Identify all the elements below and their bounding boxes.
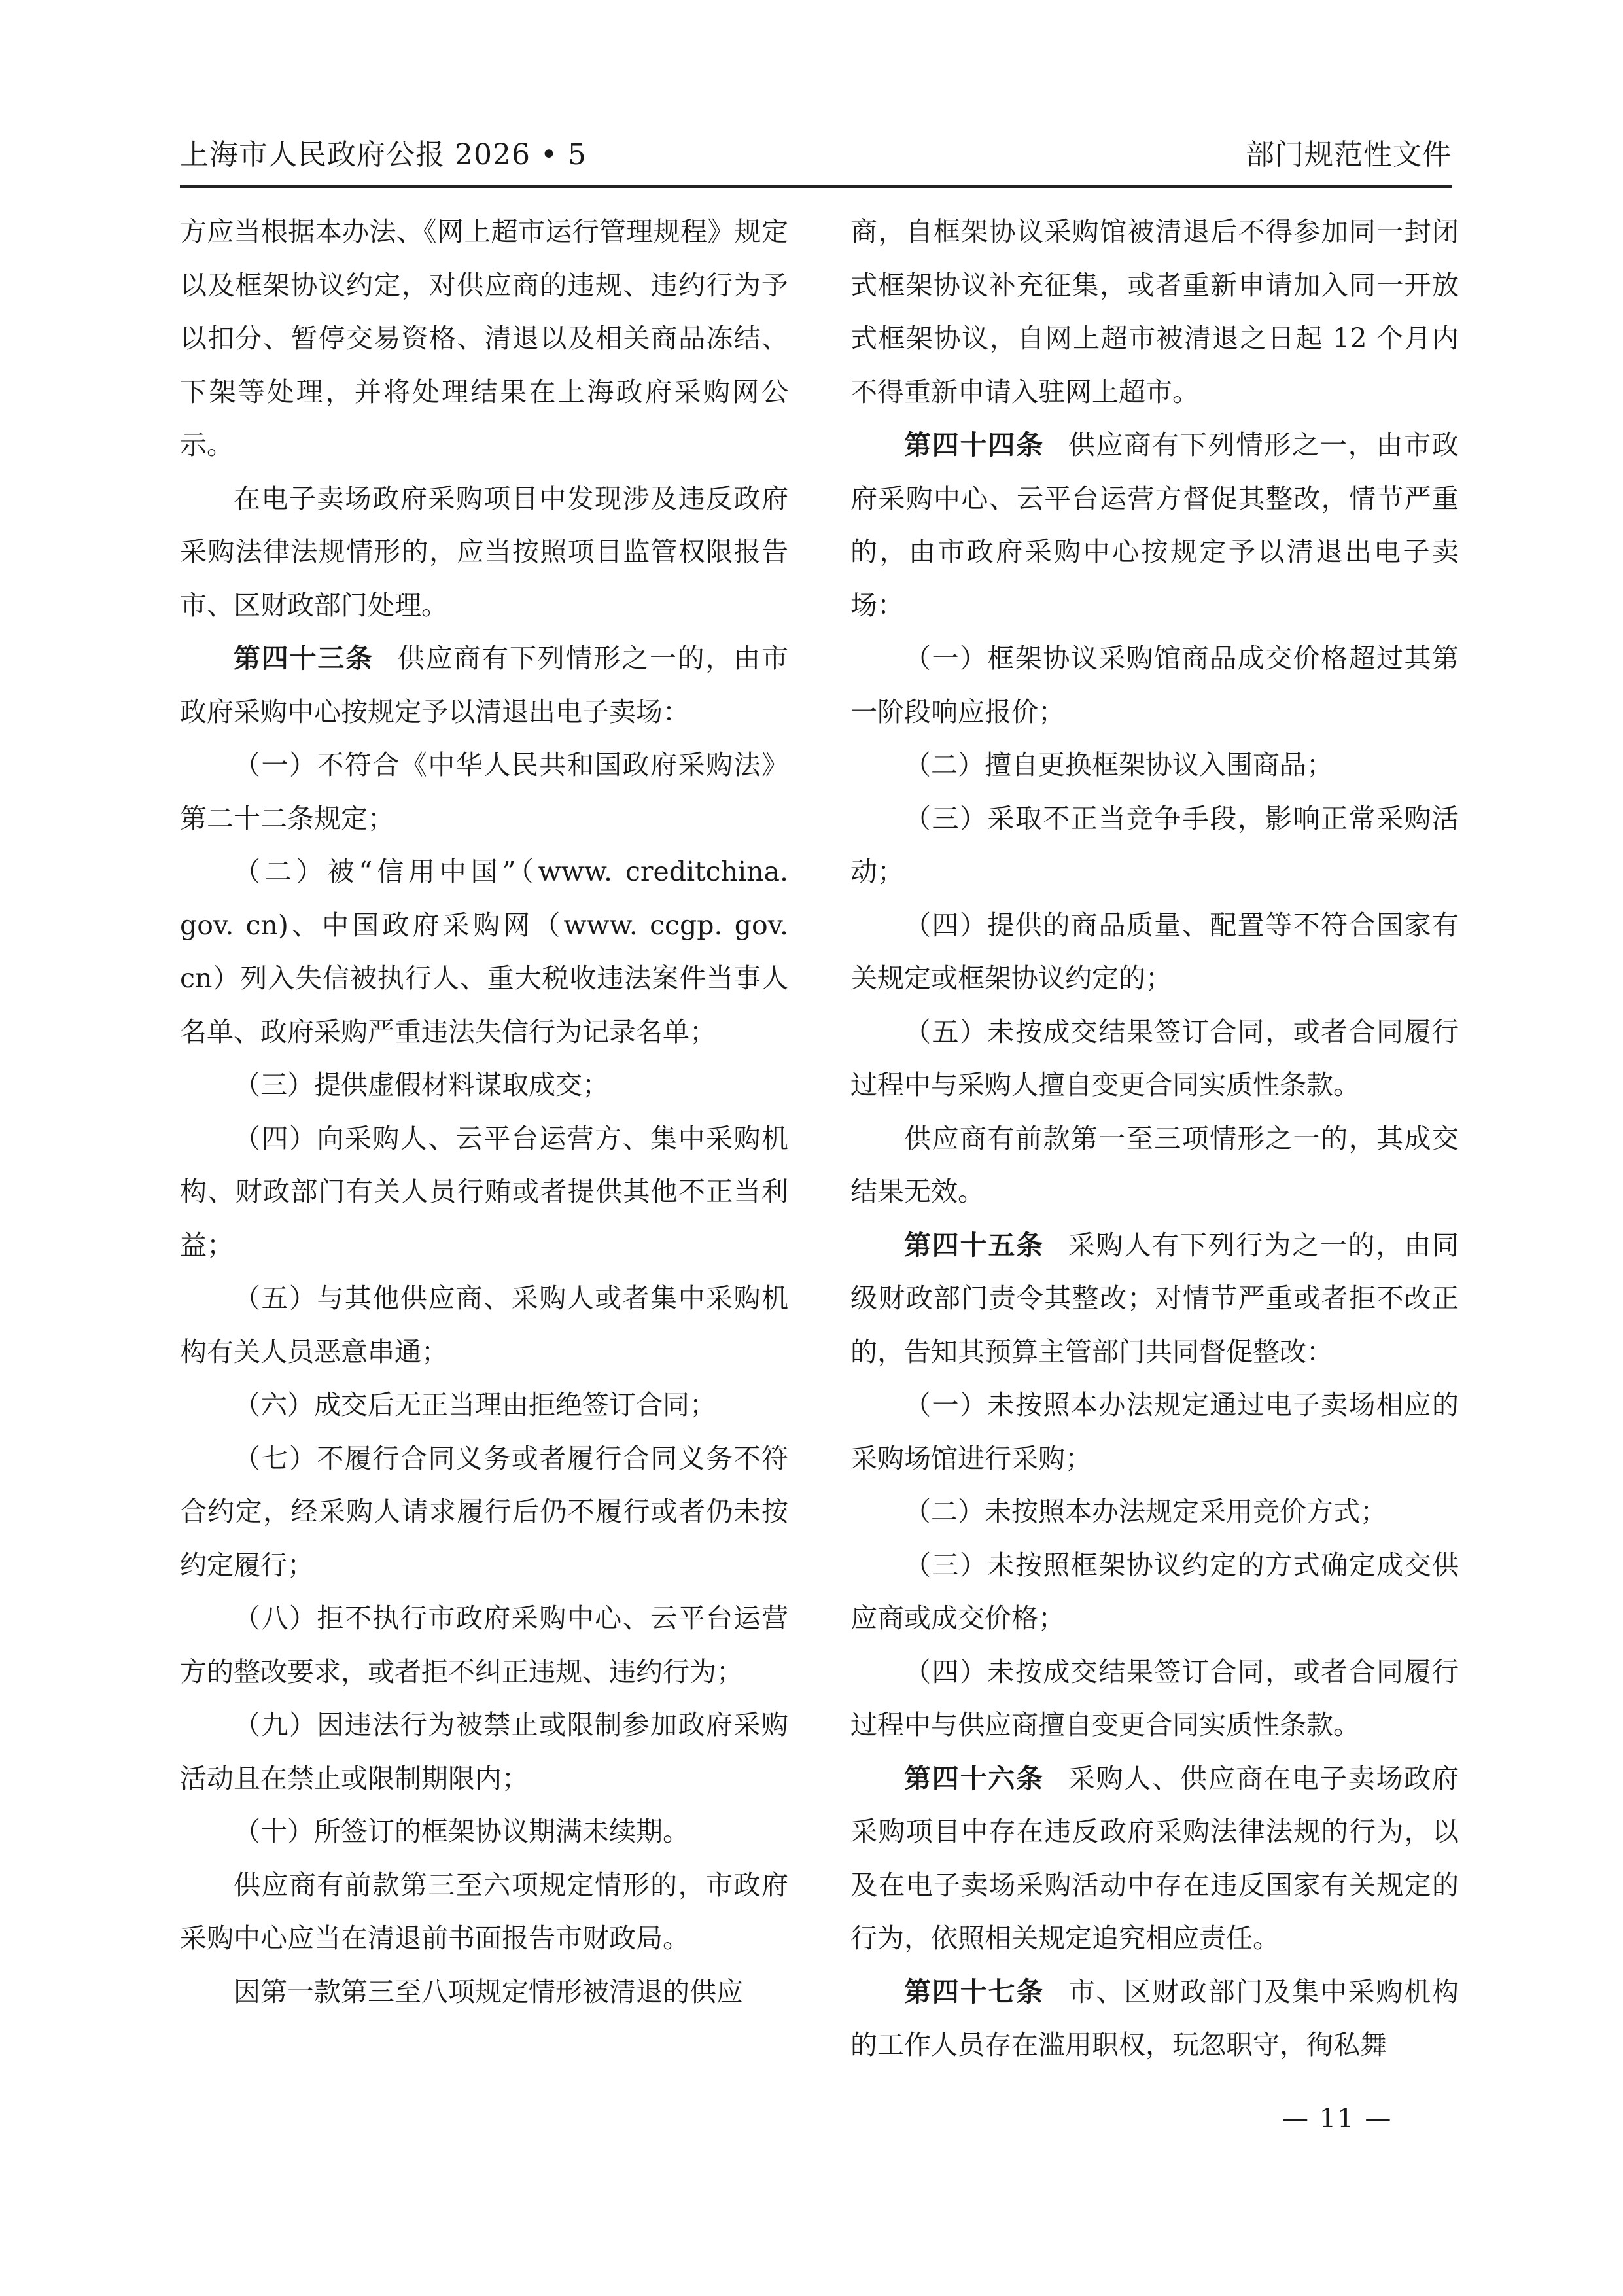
paragraph-text: （五）未按成交结果签订合同，或者合同履行过程中与采购人擅自变更合同实质性条款。: [850, 1016, 1459, 1101]
paragraph-text: 因第一款第三至八项规定情形被清退的供应: [234, 1975, 743, 2007]
paragraph-text: 在电子卖场政府采购项目中发现涉及违反政府采购法律法规情形的，应当按照项目监管权限报告市、区财政部门处理。: [180, 482, 788, 621]
paragraph: [180, 1272, 788, 1379]
paragraph-text: （十）所签订的框架协议期满未续期。: [234, 1816, 689, 1847]
paragraph: [850, 419, 1459, 632]
section-title: 部门规范性文件: [1246, 138, 1452, 171]
paragraph: [850, 1966, 1459, 2072]
paragraph-text: （四）提供的商品质量、配置等不符合国家有关规定或框架协议约定的；: [850, 909, 1459, 994]
paragraph: [850, 1112, 1459, 1219]
paragraph-text: （二）擅自更换框架协议入围商品；: [904, 749, 1333, 781]
paragraph: [180, 1805, 788, 1859]
paragraph-text: 方应当根据本办法、《网上超市运行管理规程》规定以及框架协议约定，对供应商的违规、违约行为予以扣分、暂停交易资格、清退以及相关商品冻结、下架等处理，并将处理结果在上海政府采购网公示。: [180, 216, 788, 461]
paragraph: [180, 739, 788, 845]
paragraph-text: 供应商有下列情形之一，由市政府采购中心、云平台运营方督促其整改，情节严重的，由市政府采购中心按规定予以清退出电子卖场：: [850, 429, 1459, 621]
paragraph-text: 市、区财政部门及集中采购机构的工作人员存在滥用职权，玩忽职守，徇私舞: [850, 1975, 1459, 2060]
article-number: 第四十四条: [904, 429, 1044, 461]
paragraph-text: （二）被“信用中国”（www. creditchina. gov. cn)、中国政府采购网（www. ccgp. gov. cn）列入失信被执行人、重大税收违法案件当事人名单、政府采购严重违法失信行为记录名单；: [180, 856, 788, 1048]
paragraph-text: （一）框架协议采购馆商品成交价格超过其第一阶段响应报价；: [850, 643, 1459, 728]
paragraph: [850, 1219, 1459, 1379]
left-column: [180, 205, 788, 2019]
paragraph: [180, 632, 788, 739]
right-column: [850, 205, 1459, 2072]
paragraph-text: （四）向采购人、云平台运营方、集中采购机构、财政部门有关人员行贿或者提供其他不正当利益；: [180, 1122, 788, 1261]
paragraph-text: 商，自框架协议采购馆被清退后不得参加同一封闭式框架协议补充征集，或者重新申请加入同一开放式框架协议，自网上超市被清退之日起 12 个月内不得重新申请入驻网上超市。: [850, 216, 1459, 408]
paragraph-text: （三）提供虚假材料谋取成交；: [234, 1069, 609, 1101]
paragraph: [850, 1485, 1459, 1539]
paragraph-text: 采购人、供应商在电子卖场政府采购项目中存在违反政府采购法律法规的行为，以及在电子卖场采购活动中存在违反国家有关规定的行为，依照相关规定追究相应责任。: [850, 1762, 1459, 1954]
paragraph: [180, 1112, 788, 1273]
paragraph: [850, 205, 1459, 419]
paragraph: [180, 472, 788, 633]
paragraph: [850, 1539, 1459, 1646]
paragraph: [850, 1646, 1459, 1752]
paragraph-text: （三）采取不正当竞争手段，影响正常采购活动；: [850, 802, 1459, 887]
paragraph: [180, 1059, 788, 1112]
paragraph-text: 供应商有下列情形之一的，由市政府采购中心按规定予以清退出电子卖场：: [180, 643, 789, 728]
paragraph: [850, 632, 1459, 739]
paragraph: [180, 1379, 788, 1432]
paragraph-text: （五）与其他供应商、采购人或者集中采购机构有关人员恶意串通；: [180, 1282, 788, 1368]
article-number: 第四十六条: [904, 1762, 1044, 1794]
paragraph: [180, 1432, 788, 1593]
journal-title: 上海市人民政府公报 2026 • 5: [180, 138, 587, 171]
article-number: 第四十五条: [904, 1229, 1044, 1261]
paragraph: [180, 205, 788, 472]
paragraph: [180, 1592, 788, 1699]
article-number: 第四十七条: [904, 1975, 1044, 2007]
paragraph: [180, 1699, 788, 1805]
paragraph-text: （八）拒不执行市政府采购中心、云平台运营方的整改要求，或者拒不纠正违规、违约行为；: [180, 1602, 788, 1687]
page-number: — 11 —: [1282, 2104, 1393, 2134]
paragraph: [180, 845, 788, 1059]
paragraph-text: （九）因违法行为被禁止或限制参加政府采购活动且在禁止或限制期限内；: [180, 1709, 788, 1794]
article-number: 第四十三条: [234, 643, 374, 674]
paragraph-text: （一）未按照本办法规定通过电子卖场相应的采购场馆进行采购；: [850, 1389, 1459, 1474]
paragraph: [850, 899, 1459, 1006]
paragraph: [180, 1966, 788, 2019]
paragraph: [850, 1752, 1459, 1966]
paragraph: [180, 1859, 788, 1966]
paragraph-text: （三）未按照框架协议约定的方式确定成交供应商或成交价格；: [850, 1549, 1459, 1634]
paragraph-text: 供应商有前款第三至六项规定情形的，市政府采购中心应当在清退前书面报告市财政局。: [180, 1869, 788, 1954]
paragraph-text: （六）成交后无正当理由拒绝签订合同；: [234, 1389, 716, 1421]
paragraph: [850, 739, 1459, 792]
header-rule: [180, 185, 1452, 188]
paragraph-text: （二）未按照本办法规定采用竞价方式；: [904, 1496, 1387, 1527]
paragraph: [850, 792, 1459, 899]
paragraph-text: 采购人有下列行为之一的，由同级财政部门责令其整改；对情节严重或者拒不改正的，告知其预算主管部门共同督促整改：: [850, 1229, 1459, 1368]
paragraph-text: 供应商有前款第一至三项情形之一的，其成交结果无效。: [850, 1122, 1459, 1207]
paragraph-text: （一）不符合《中华人民共和国政府采购法》第二十二条规定；: [180, 749, 788, 834]
paragraph-text: （七）不履行合同义务或者履行合同义务不符合约定，经采购人请求履行后仍不履行或者仍未按约定履行；: [180, 1442, 788, 1581]
paragraph-text: （四）未按成交结果签订合同，或者合同履行过程中与供应商擅自变更合同实质性条款。: [850, 1655, 1459, 1740]
paragraph: [850, 1379, 1459, 1485]
paragraph: [850, 1006, 1459, 1112]
